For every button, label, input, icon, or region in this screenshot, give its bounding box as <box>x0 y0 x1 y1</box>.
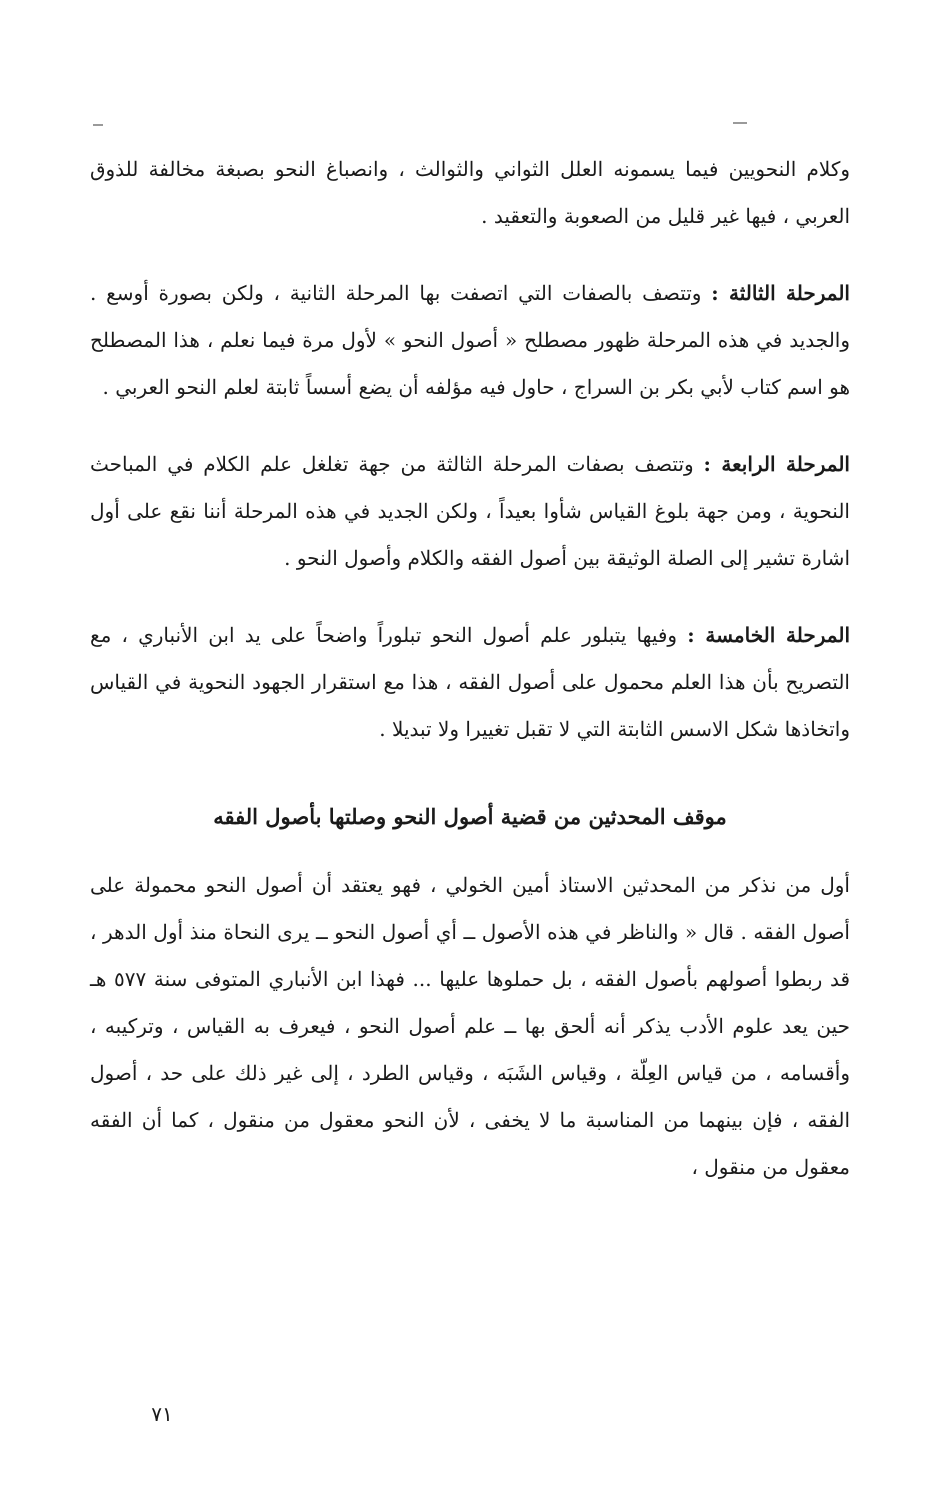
paragraph-4-text: وفيها يتبلور علم أصول النحو تبلوراً واضحاً على يد ابن الأنباري ، مع التصريح بأن هذا العلم محمول على أصول الفقه ، هذا مع استقرار الجهود النحوية في القياس واتخاذها شكل الاسس الثابتة التي لا تقبل تغييرا ولا تبديلا . <box>90 623 850 741</box>
paragraph-5: أول من نذكر من المحدثين الاستاذ أمين الخولي ، فهو يعتقد أن أصول النحو محمولة على أصول الفقه . قال « والناظر في هذه الأصول ــ أي أصول النحو ــ يرى النحاة منذ أول الدهر ، قد ربطوا أصولهم بأصول الفقه ، بل حملوها عليها ... فهذا ابن الأنباري المتوفى سنة ٥٧٧ هـ حين يعد علوم الأدب يذكر أنه ألحق بها ــ علم أصول النحو ، فيعرف به القياس ، وتركيبه ، وأقسامه ، من قياس العِلّة ، وقياس الشَبَه ، وقياس الطرد ، إلى غير ذلك على حد ، أصول الفقه ، فإن بينهما من المناسبة ما لا يخفى ، لأن النحو معقول من منقول ، كما أن الفقه معقول من منقول ، <box>90 873 851 1179</box>
paragraph-2-text: وتتصف بالصفات التي اتصفت بها المرحلة الثانية ، ولكن بصورة أوسع . والجديد في هذه المرحلة ظهور مصطلح « أصول النحو » لأول مرة فيما نعلم ، هذا المصطلح هو اسم كتاب لأبي بكر بن السراج ، حاول فيه مؤلفه أن يضع أسساً ثابتة لعلم النحو العربي . <box>90 281 850 399</box>
scan-mark-right <box>733 122 747 124</box>
scan-mark-left <box>93 124 103 126</box>
paragraph-3-text: وتتصف بصفات المرحلة الثالثة من جهة تغلغل علم الكلام في المباحث النحوية ، ومن جهة بلوغ القياس شأوا بعيداً ، ولكن الجديد في هذه المرحلة أننا نقع على أول اشارة تشير إلى الصلة الوثيقة بين أصول الفقه والكلام وأصول النحو . <box>90 452 850 570</box>
paragraph-2-lead: المرحلة الثالثة : <box>711 281 850 305</box>
paragraph-3-lead: المرحلة الرابعة : <box>703 452 850 476</box>
paragraph-1: وكلام النحويين فيما يسمونه العلل الثواني والثوالث ، وانصباغ النحو بصبغة مخالفة للذوق العربي ، فيها غير قليل من الصعوبة والتعقيد . <box>90 157 850 228</box>
paragraph-4 <box>90 612 850 753</box>
paragraph-4-lead: المرحلة الخامسة : <box>687 623 850 647</box>
paragraph-3 <box>90 441 850 582</box>
body-text <box>90 146 850 1191</box>
paragraph-2 <box>90 270 850 411</box>
section-heading: موقف المحدثين من قضية أصول النحو وصلتها بأصول الفقه <box>213 804 727 829</box>
page-number: ٧١ <box>151 1402 173 1426</box>
